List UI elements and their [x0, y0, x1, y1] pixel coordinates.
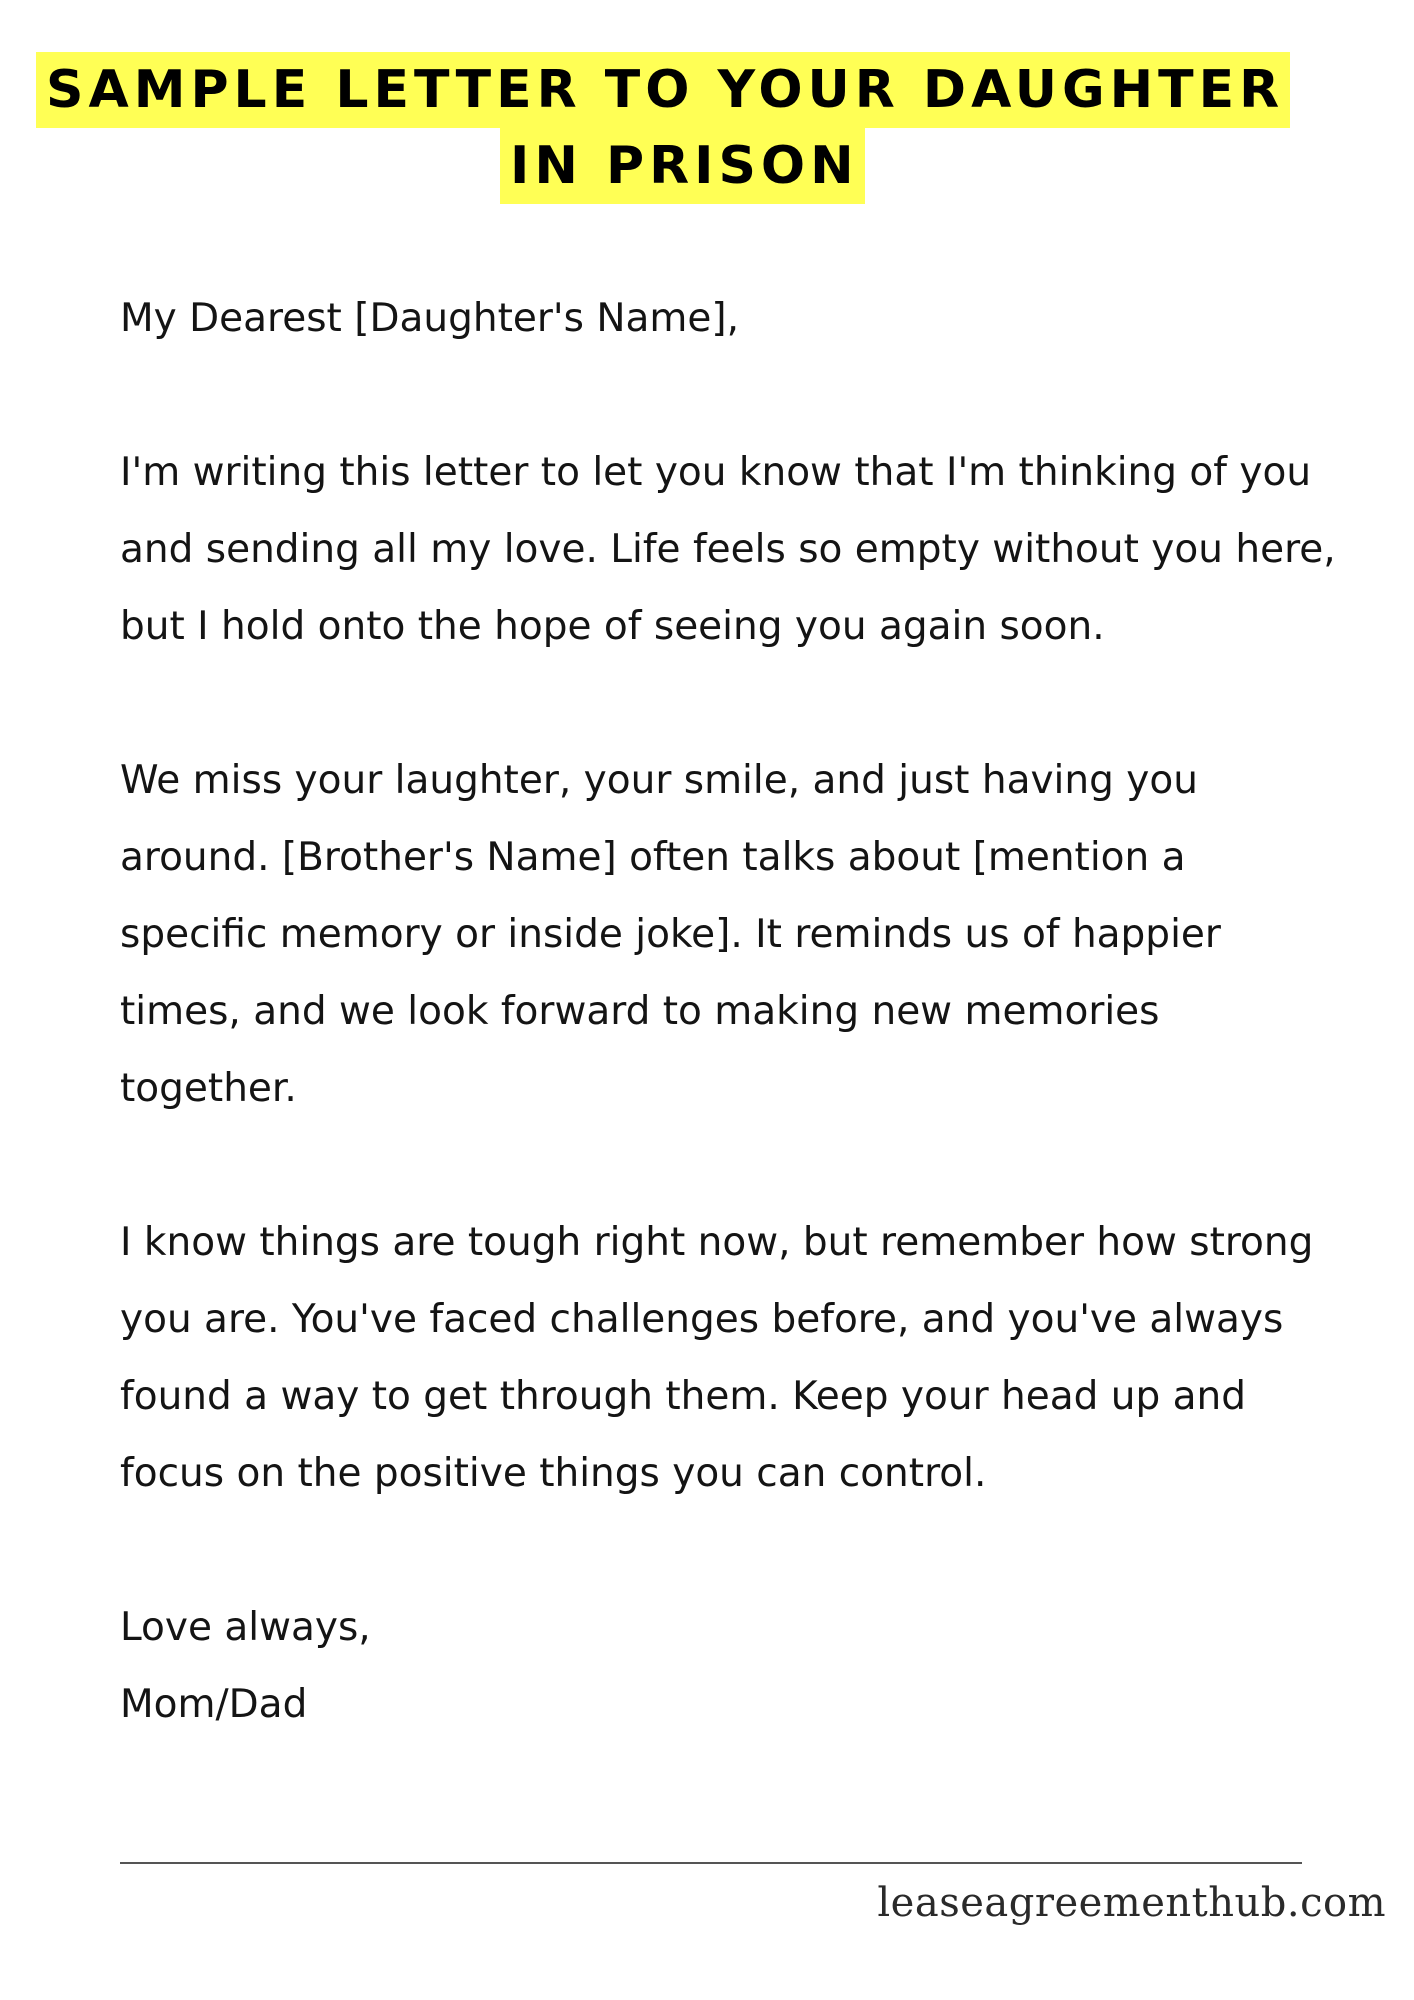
letter-body: [120, 280, 1340, 1743]
paragraph-2: We miss your laughter, your smile, and just having you around. [Brother's Name] often talks about [mention a specific memory or inside joke]. It reminds us of happier times, and we look forward to making new memories together.: [120, 758, 1221, 1111]
paragraph-1: I'm writing this letter to let you know that I'm thinking of you and sending all my love. Life feels so empty without you here, but I hold onto the hope of seeing you again soon.: [120, 450, 1336, 649]
signature: Mom/Dad: [120, 1682, 308, 1727]
paragraph-3: I know things are tough right now, but remember how strong you are. You've faced challenges before, and you've always found a way to get through them. Keep your head up and focus on the positive things you can control.: [120, 1220, 1314, 1496]
signature-line: [120, 1862, 1302, 1864]
website-watermark: leaseagreementhub.com: [877, 1880, 1386, 1926]
salutation: My Dearest [Daughter's Name],: [120, 296, 739, 341]
title-line-1: SAMPLE LETTER TO YOUR DAUGHTER: [36, 52, 1290, 128]
title-line-2: IN PRISON: [500, 128, 865, 204]
closing-block: [120, 1589, 1340, 1743]
closing-line: Love always,: [120, 1605, 371, 1650]
